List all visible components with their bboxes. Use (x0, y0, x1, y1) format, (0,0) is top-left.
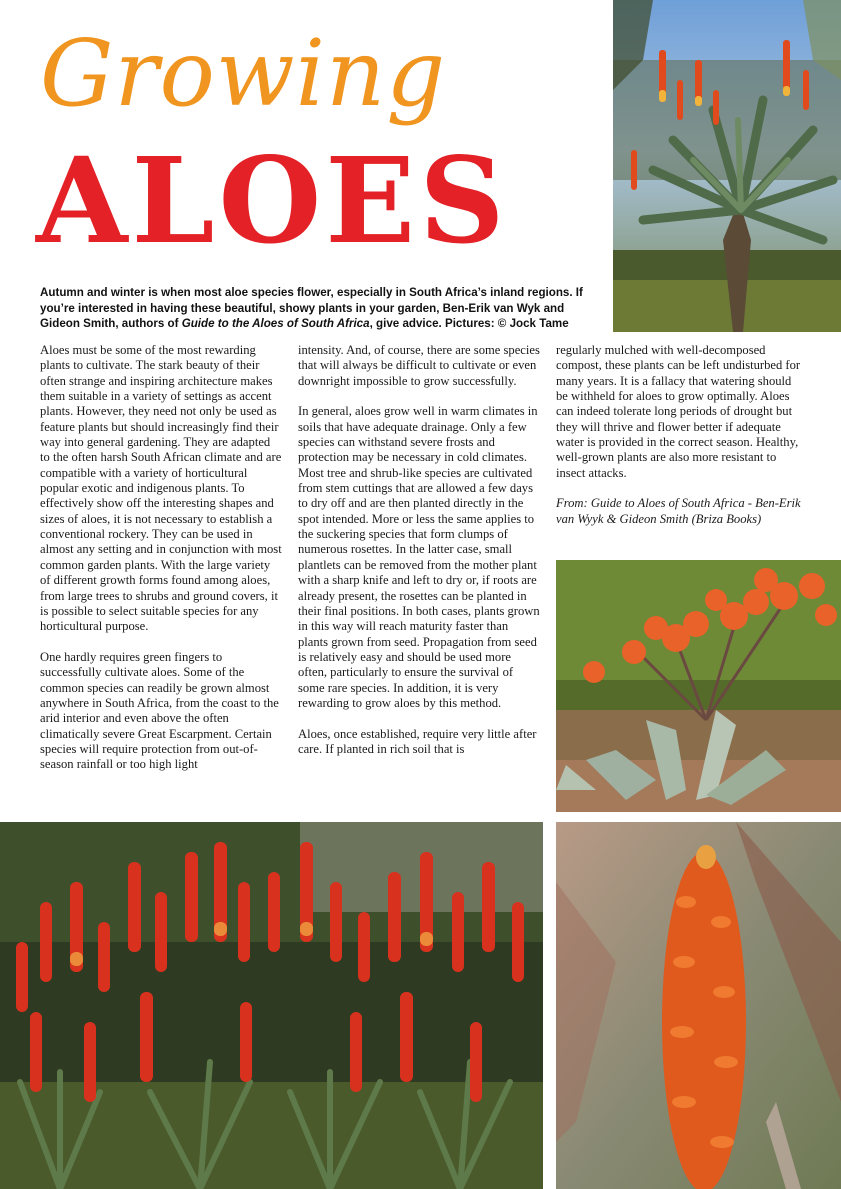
intro-text-2: , give advice. Pictures: © Jock Tame (369, 317, 569, 330)
photo-red-aloe-field (0, 822, 543, 1189)
paragraph: One hardly requires green fingers to successfully cultivate aloes. Some of the common species can readily be grown almost anywhere in South Africa, from the coast to the arid interior and even above the often climatically severe Great Escarpment. Certain species will require protection from out-of-season rainfall or too high light (40, 649, 279, 772)
body-column-3 (556, 343, 806, 542)
body-column-2 (298, 343, 540, 773)
paragraph: In general, aloes grow well in warm climates in soils that have adequate drainage. Only a few species can withstand severe frosts and protection may be necessary in cold climates. Most tree and shrub-like species are cultivated from stem cuttings that are allowed a few days to dry off and are then planted directly in the spot intended. More or less the same applies to the suckering species that form clumps of numerous rosettes. In the latter case, small plantlets can be removed from the mother plant with a sharp knife and left to dry or, if roots are already present, the rosettes can be planted in their final positions. In both cases, plants grown in this way will reach maturity faster than plants grown from seed. Propagation from seed is relatively easy and should be used more often, particularly to ensure the survival of some rare species. In addition, it is very rewarding to grow aloes by this method. (298, 404, 540, 710)
intro-standfirst (40, 285, 600, 332)
intro-book-title: Guide to the Aloes of South Africa (181, 317, 370, 330)
source-credit: From: Guide to Aloes of South Africa - Ben-Erik van Wyyk & Gideon Smith (Briza Books) (556, 496, 801, 526)
paragraph: intensity. And, of course, there are some species that will always be difficult to cultivate or even downright impossible to grow successfully. (298, 343, 540, 388)
title-growing: Growing (40, 20, 447, 127)
photo-aloe-flower-spike (556, 822, 841, 1189)
paragraph: regularly mulched with well-decomposed compost, these plants can be left undisturbed for many years. It is a fallacy that watering should be withheld for aloes to grow optimally. Aloes can indeed tolerate long periods of drought but they will thrive and flower better if adequate water is provided in the correct season. Healthy, well-grown plants are also more resistant to insect attacks. (556, 343, 801, 480)
title-aloes: ALOES (36, 131, 509, 270)
photo-tree-aloe (613, 0, 841, 332)
paragraph: Aloes, once established, require very little after care. If planted in rich soil that is (298, 726, 537, 756)
body-column-1 (40, 343, 282, 788)
paragraph: Aloes must be some of the most rewarding plants to cultivate. The stark beauty of their often strange and inspiring architecture makes them suitable in a variety of settings as accent plants. However, they need not only be used as feature plants but should increasingly find their way into general gardening. They are adapted to the often harsh South African climate and are compatible with a variety of horticultural popular exotic and indigenous plants. To effectively show off the interesting shapes and sizes of aloes, it is not necessary to establish a conventional rockery. They can be used in almost any setting and in conjunction with most common garden plants. With the large variety of different growth forms found among aloes, from large trees to shrubs and ground covers, it is possible to select suitable species for any horticultural purpose. (40, 343, 282, 634)
intro-text-1: Autumn and winter is when most aloe species flower, especially in South Africa’s inland regions. If you’re interested in having these beautiful, showy plants in your garden, Ben-Erik van Wyk and Gideon Smith, authors of (40, 286, 583, 330)
photo-orange-aloe (556, 560, 841, 812)
